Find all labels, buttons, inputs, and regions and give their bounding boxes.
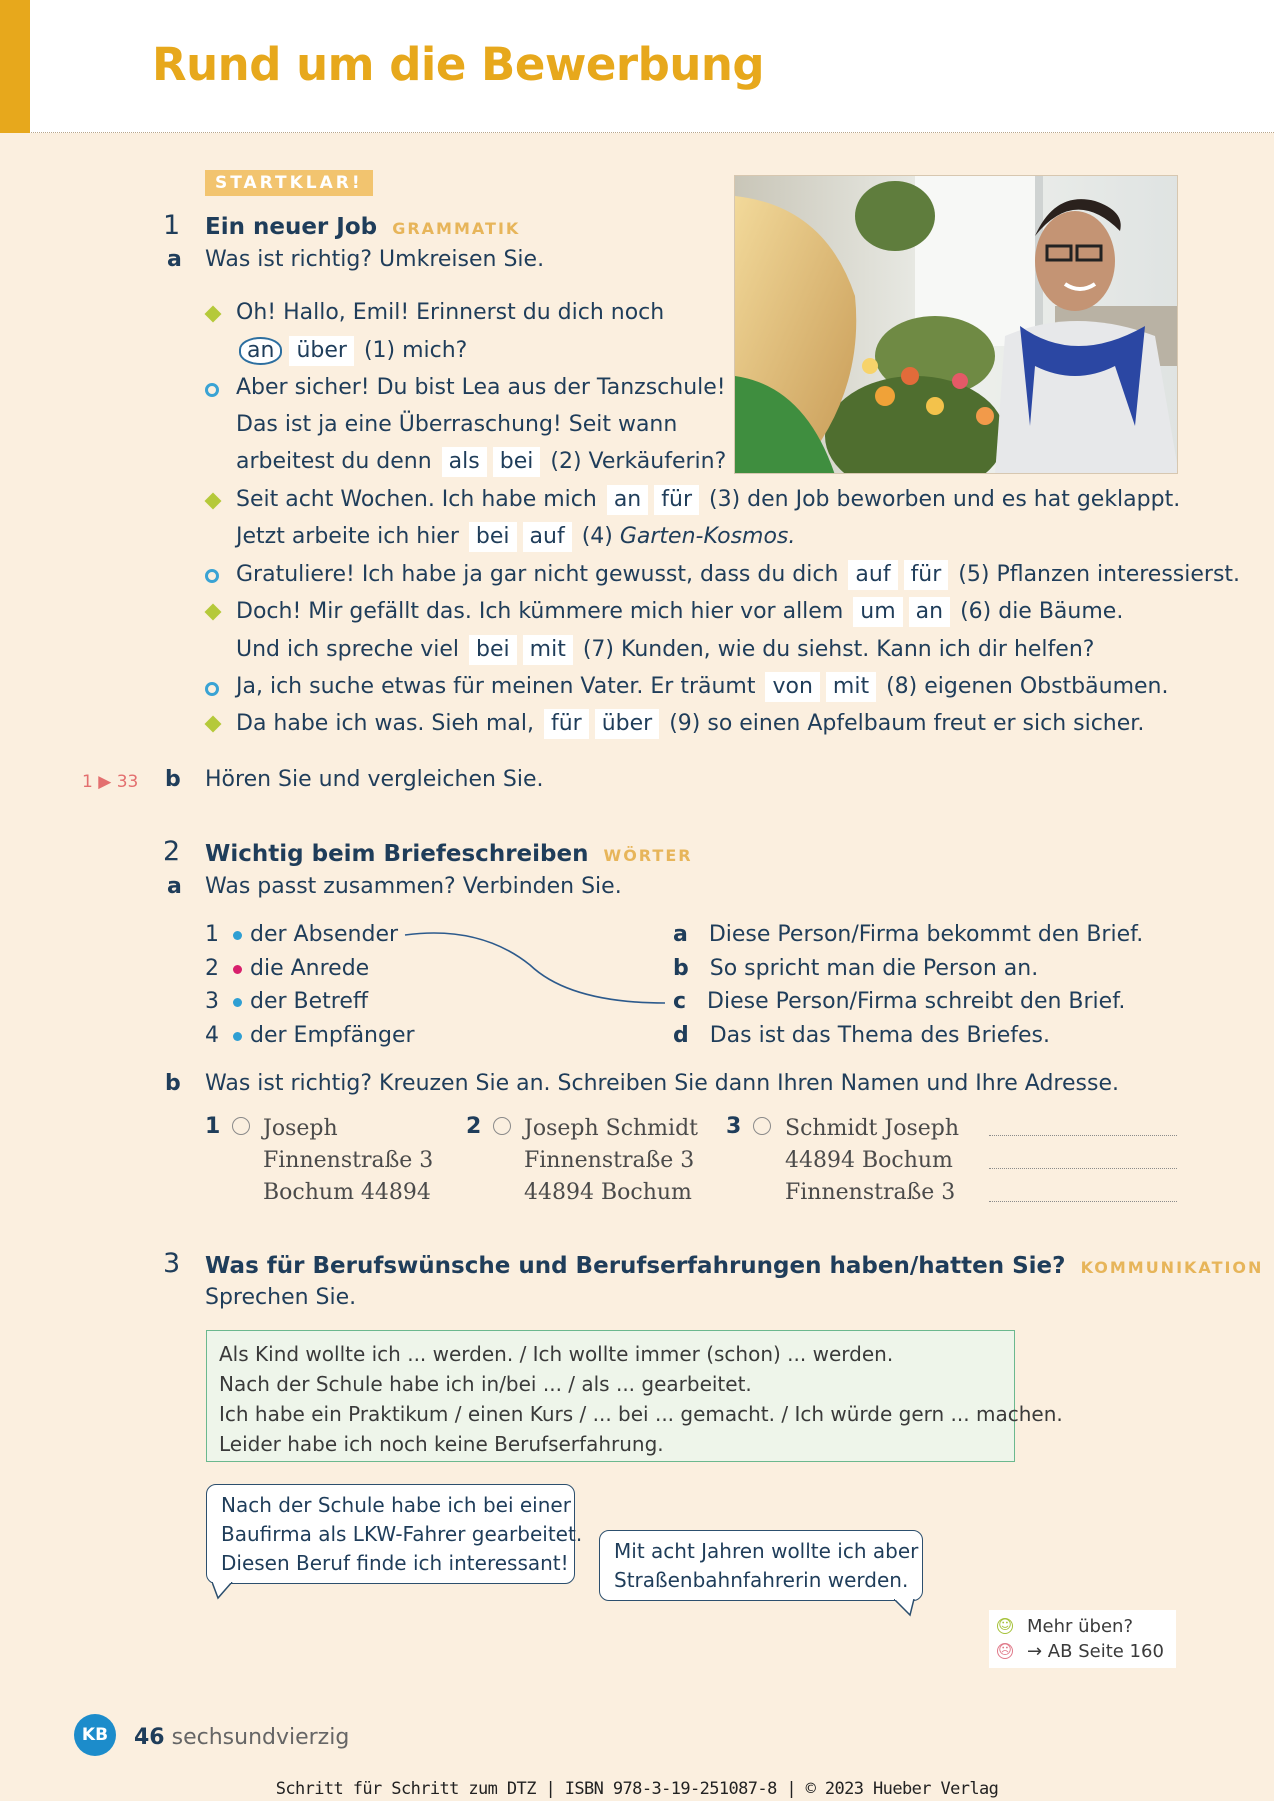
kb-badge: KB [74,1714,116,1756]
exercise-2-heading [205,841,693,867]
page-header [0,0,1274,133]
match-left-text: die Anrede [250,956,370,981]
dialog-line-5-rest: (2) Verkäuferin? [550,449,727,474]
dialog-line-6-pre: Seit acht Wochen. Ich habe mich [236,487,597,512]
connector-dot[interactable] [233,965,242,974]
page-number-word: sechsundvierzig [171,1725,350,1750]
option-9-ueber[interactable]: über [595,709,660,739]
dialog-line-12-rest: (9) so einen Apfelbaum freut er sich sicher. [669,711,1145,736]
dialog-line-7 [236,522,795,552]
exercise-1-tag: GRAMMATIK [392,219,521,238]
dialog-line-10 [236,635,1094,665]
phrase-line: Leider habe ich noch keine Berufserfahrung. [219,1432,664,1456]
dialog-line-5 [236,447,726,477]
match-right-text: Das ist das Thema des Briefes. [709,1023,1051,1048]
exercise-2-title: Wichtig beim Briefeschreiben [205,841,589,867]
exercise-2a-instruction: Was passt zusammen? Verbinden Sie. [205,874,622,899]
match-right-text: So spricht man die Person an. [709,956,1039,981]
dialog-line-12 [236,709,1144,739]
speaker-b-ring-icon [205,569,219,583]
workbook-page-link[interactable]: → AB Seite 160 [1027,1641,1164,1662]
match-left-text: der Absender [250,922,399,947]
footer-credit: Schritt für Schritt zum DTZ | ISBN 978-3-19-251087-8 | © 2023 Hueber Verlag [275,1779,999,1799]
exercise-3-title: Was für Berufswünsche und Berufserfahrungen haben/hatten Sie? [205,1253,1066,1279]
option-8-von[interactable]: von [765,672,819,702]
exercise-2a-letter: a [167,874,182,899]
match-right-letter: d [673,1023,689,1048]
match-right-text: Diese Person/Firma schreibt den Brief. [707,989,1126,1014]
write-in-line[interactable] [989,1201,1177,1202]
exercise-1b-letter: b [165,767,181,792]
match-left-text: der Betreff [250,989,369,1014]
speaker-a-diamond-icon [205,493,222,510]
option-8-mit[interactable]: mit [826,672,876,702]
match-right-letter: c [673,989,687,1014]
exercise-2-tag: WÖRTER [603,846,693,865]
option-6-an[interactable]: an [909,597,950,627]
speaker-a-diamond-icon [205,604,222,621]
address-line: 44894 Bochum [524,1180,692,1205]
dialog-line-3: Aber sicher! Du bist Lea aus der Tanzschule! [236,375,726,400]
bubble-line: Baufirma als LKW-Fahrer gearbeitet. [221,1522,583,1546]
dialog-line-6 [236,485,1180,515]
dialog-line-10-pre: Und ich spreche viel [236,637,460,662]
sad-face-icon: ☹ [998,1643,1012,1658]
page-number-digits: 46 [134,1725,165,1750]
address-option-block [785,1113,959,1209]
dialog-line-9-pre: Doch! Mir gefällt das. Ich kümmere mich hier vor allem [236,599,844,624]
exercise-3-number: 3 [163,1248,181,1279]
exercise-3-instruction: Sprechen Sie. [205,1285,357,1310]
match-right-letter: b [673,956,689,981]
address-option-radio[interactable] [493,1117,511,1135]
option-6-um[interactable]: um [853,597,902,627]
dialog-line-9 [236,597,1123,627]
bubble-line: Nach der Schule habe ich bei einer [221,1493,571,1517]
write-in-line[interactable] [989,1168,1177,1169]
dialog-line-6-rest: (3) den Job beworben und es hat geklappt. [709,487,1181,512]
match-right-item[interactable] [673,956,1038,981]
address-line: Schmidt Joseph [785,1116,960,1141]
exercise-1b-instruction: Hören Sie und vergleichen Sie. [205,767,544,792]
address-option-number: 3 [726,1114,742,1139]
option-5-fuer[interactable]: für [904,560,949,590]
option-9-fuer[interactable]: für [544,709,589,739]
shop-name: Garten-Kosmos. [619,524,796,549]
bubble-line: Straßenbahnfahrerin werden. [614,1568,909,1592]
phrase-line: Ich habe ein Praktikum / einen Kurs / ... bei ... gemacht. / Ich würde gern ... machen. [219,1402,1063,1426]
speaker-a-diamond-icon [205,716,222,733]
exercise-1-heading [205,214,520,240]
photo-flower-shop [734,175,1178,474]
match-left-num: 1 [205,922,219,947]
dialog-line-11 [236,672,1168,702]
match-left-item[interactable] [205,922,398,947]
startklar-label: STARTKLAR! [205,170,373,196]
address-option-radio[interactable] [232,1117,250,1135]
address-line: Joseph Schmidt [524,1116,699,1141]
match-right-text: Diese Person/Firma bekommt den Brief. [708,922,1144,947]
dialog-line-8 [236,560,1240,590]
exercise-2b-letter: b [165,1071,181,1096]
exercise-1-number: 1 [163,210,181,241]
option-3-fuer[interactable]: für [654,485,699,515]
match-right-item[interactable] [673,989,1125,1014]
address-option-number: 1 [205,1114,221,1139]
dialog-line-11-pre: Ja, ich suche etwas für meinen Vater. Er träumt [236,674,756,699]
address-line: Finnenstraße 3 [524,1148,695,1173]
audio-track-reference[interactable]: 1 ▶ 33 [82,772,139,792]
dialog-line-4: Das ist ja eine Überraschung! Seit wann [236,412,678,437]
address-line: 44894 Bochum [785,1148,953,1173]
address-line: Bochum 44894 [263,1180,431,1205]
dialog-line-7-pre: Jetzt arbeite ich hier [236,524,459,549]
dialog-line-9-rest: (6) die Bäume. [960,599,1124,624]
speech-bubble-1 [206,1484,583,1584]
match-left-item[interactable] [205,956,369,981]
dialog-line-8-pre: Gratuliere! Ich habe ja gar nicht gewusst, dass du dich [236,562,839,587]
match-left-text: der Empfänger [250,1023,415,1048]
address-line: Finnenstraße 3 [263,1148,434,1173]
speech-bubble-2 [599,1530,923,1601]
address-option-number: 2 [466,1114,482,1139]
option-7-bei[interactable]: bei [469,635,517,665]
match-right-item[interactable] [673,1023,1050,1048]
connector-dot[interactable] [233,931,242,940]
match-left-item[interactable] [205,989,368,1014]
match-left-item[interactable] [205,1023,415,1048]
exercise-3-tag: KOMMUNIKATION [1080,1258,1264,1277]
option-4-bei[interactable]: bei [469,522,517,552]
address-option-radio[interactable] [753,1117,771,1135]
speech-bubble-2-tail [894,1599,916,1617]
more-practice-box[interactable] [989,1610,1176,1668]
address-option-block [263,1113,433,1209]
match-connection-line [400,925,670,1005]
exercise-1a-letter: a [167,247,182,272]
phrase-line: Als Kind wollte ich ... werden. / Ich wollte immer (schon) ... werden. [219,1342,894,1366]
option-2-als[interactable]: als [442,447,487,477]
dialog-line-1: Oh! Hallo, Emil! Erinnerst du dich noch [236,300,665,325]
match-right-letter: a [673,922,688,947]
exercise-1a-instruction: Was ist richtig? Umkreisen Sie. [205,247,545,272]
option-7-mit[interactable]: mit [523,635,573,665]
bubble-line: Diesen Beruf finde ich interessant! [221,1551,569,1575]
dialog-line-11-rest: (8) eigenen Obstbäumen. [886,674,1169,699]
dialog-line-2-rest: (1) mich? [363,338,468,363]
exercise-3-heading [205,1253,1263,1279]
dialog-line-7-rest: (4) [581,524,613,549]
match-left-num: 3 [205,989,219,1014]
speech-bubble-1-tail [212,1582,234,1600]
bubble-line: Mit acht Jahren wollte ich aber [614,1539,919,1563]
connector-dot[interactable] [233,1032,242,1041]
option-2-bei[interactable]: bei [493,447,541,477]
speaker-b-ring-icon [205,682,219,696]
header-accent-bar [0,0,30,133]
phrase-line: Nach der Schule habe ich in/bei ... / als ... gearbeitet. [219,1372,752,1396]
option-4-auf[interactable]: auf [523,522,572,552]
option-1-ueber[interactable]: über [289,336,354,366]
exercise-1-title: Ein neuer Job [205,214,378,240]
match-left-num: 2 [205,956,219,981]
dialog-line-10-rest: (7) Kunden, wie du siehst. Kann ich dir helfen? [582,637,1095,662]
match-right-item[interactable] [673,922,1143,947]
dialog-line-12-pre: Da habe ich was. Sieh mal, [236,711,534,736]
page-title: Rund um die Bewerbung [152,38,765,91]
address-line: Finnenstraße 3 [785,1180,956,1205]
match-left-num: 4 [205,1023,219,1048]
more-practice-label: Mehr üben? [1027,1616,1134,1637]
write-in-line[interactable] [989,1135,1177,1136]
exercise-2-number: 2 [163,836,181,867]
speaker-b-ring-icon [205,383,219,397]
dialog-line-5-pre: arbeitest du denn [236,449,432,474]
dialog-line-8-rest: (5) Pflanzen interessierst. [958,562,1241,587]
happy-face-icon: ☺ [998,1618,1012,1633]
address-option-block [524,1113,698,1209]
page-number [134,1725,349,1750]
connector-dot[interactable] [233,998,242,1007]
speaker-a-diamond-icon [205,306,222,323]
address-line: Joseph [263,1116,338,1141]
exercise-2b-instruction: Was ist richtig? Kreuzen Sie an. Schreiben Sie dann Ihren Namen und Ihre Adresse. [205,1071,1119,1096]
option-1-an-circled[interactable]: an [239,337,282,365]
option-3-an[interactable]: an [607,485,648,515]
option-5-auf[interactable]: auf [848,560,897,590]
phrase-box [206,1330,1063,1462]
dialog-line-2 [236,336,467,366]
